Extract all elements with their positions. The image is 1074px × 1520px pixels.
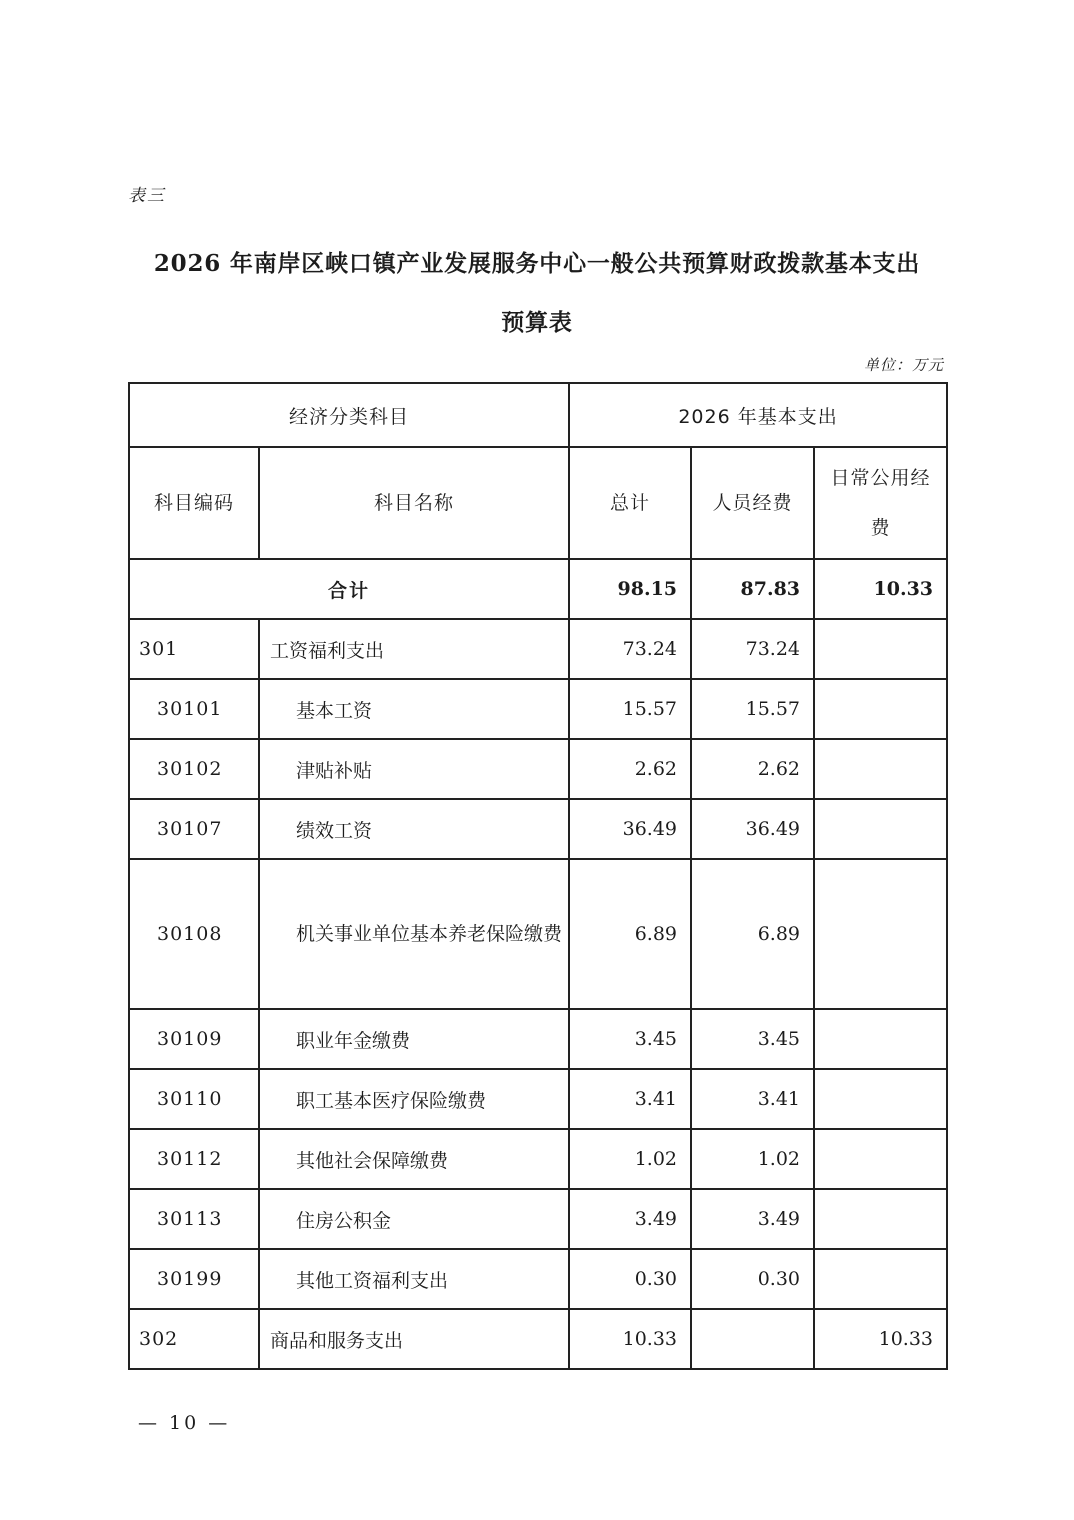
document-title xyxy=(128,234,946,352)
table-row xyxy=(129,859,947,1009)
name-cell: 基本工资 xyxy=(259,679,569,739)
code-cell: 30109 xyxy=(129,1009,259,1069)
daily-cell xyxy=(814,679,947,739)
personnel-cell: 3.41 xyxy=(691,1069,814,1129)
daily-cell xyxy=(814,799,947,859)
personnel-cell: 1.02 xyxy=(691,1129,814,1189)
code-cell: 302 xyxy=(129,1309,259,1369)
personnel-cell: 15.57 xyxy=(691,679,814,739)
personnel-cell: 6.89 xyxy=(691,859,814,1009)
table-row xyxy=(129,1129,947,1189)
header-col-name: 科目名称 xyxy=(259,447,569,559)
header-basic-expenditure-2026: 2026 年基本支出 xyxy=(569,383,947,447)
total-cell: 36.49 xyxy=(569,799,691,859)
page-content xyxy=(128,0,946,1434)
daily-cell xyxy=(814,1009,947,1069)
name-cell: 住房公积金 xyxy=(259,1189,569,1249)
document-title-line2: 预算表 xyxy=(501,309,573,336)
daily-cell xyxy=(814,1129,947,1189)
header-col-daily: 日常公用经费 xyxy=(814,447,947,559)
total-cell: 0.30 xyxy=(569,1249,691,1309)
code-cell: 30199 xyxy=(129,1249,259,1309)
code-cell: 30113 xyxy=(129,1189,259,1249)
personnel-cell xyxy=(691,1309,814,1369)
total-label-cell: 合计 xyxy=(129,559,569,619)
daily-cell xyxy=(814,739,947,799)
header-col-total: 总计 xyxy=(569,447,691,559)
table-row xyxy=(129,1069,947,1129)
table-row xyxy=(129,1249,947,1309)
name-cell: 其他社会保障缴费 xyxy=(259,1129,569,1189)
table-row xyxy=(129,739,947,799)
personnel-cell: 0.30 xyxy=(691,1249,814,1309)
table-header-columns-row xyxy=(129,447,947,559)
personnel-cell: 3.49 xyxy=(691,1189,814,1249)
table-header-group-row xyxy=(129,383,947,447)
name-cell: 职工基本医疗保险缴费 xyxy=(259,1069,569,1129)
personnel-cell: 73.24 xyxy=(691,619,814,679)
document-title-line1: 2026 年南岸区峡口镇产业发展服务中心一般公共预算财政拨款基本支出 xyxy=(153,250,921,277)
personnel-cell: 2.62 xyxy=(691,739,814,799)
unit-note: 单位：万元 xyxy=(863,356,944,374)
code-cell: 30108 xyxy=(129,859,259,1009)
total-personnel-cell: 87.83 xyxy=(691,559,814,619)
daily-cell xyxy=(814,1189,947,1249)
daily-cell xyxy=(814,1249,947,1309)
total-cell: 3.41 xyxy=(569,1069,691,1129)
code-cell: 301 xyxy=(129,619,259,679)
code-cell: 30112 xyxy=(129,1129,259,1189)
total-cell: 3.45 xyxy=(569,1009,691,1069)
table-row xyxy=(129,679,947,739)
total-cell: 15.57 xyxy=(569,679,691,739)
name-cell: 工资福利支出 xyxy=(259,619,569,679)
total-cell: 10.33 xyxy=(569,1309,691,1369)
table-row xyxy=(129,799,947,859)
daily-cell xyxy=(814,859,947,1009)
daily-cell xyxy=(814,1069,947,1129)
total-cell: 2.62 xyxy=(569,739,691,799)
code-cell: 30102 xyxy=(129,739,259,799)
table-row xyxy=(129,619,947,679)
name-cell: 绩效工资 xyxy=(259,799,569,859)
code-cell: 30107 xyxy=(129,799,259,859)
name-cell: 其他工资福利支出 xyxy=(259,1249,569,1309)
table-row xyxy=(129,1189,947,1249)
code-cell: 30101 xyxy=(129,679,259,739)
table-number-label: 表三 xyxy=(128,186,166,206)
header-col-code: 科目编码 xyxy=(129,447,259,559)
total-daily-cell: 10.33 xyxy=(814,559,947,619)
name-cell: 商品和服务支出 xyxy=(259,1309,569,1369)
total-cell: 73.24 xyxy=(569,619,691,679)
daily-cell: 10.33 xyxy=(814,1309,947,1369)
total-cell: 3.49 xyxy=(569,1189,691,1249)
personnel-cell: 3.45 xyxy=(691,1009,814,1069)
code-cell: 30110 xyxy=(129,1069,259,1129)
daily-cell xyxy=(814,619,947,679)
name-cell: 机关事业单位基本养老保险缴费 xyxy=(259,859,569,1009)
table-row xyxy=(129,1309,947,1369)
personnel-cell: 36.49 xyxy=(691,799,814,859)
total-total-cell: 98.15 xyxy=(569,559,691,619)
header-col-personnel: 人员经费 xyxy=(691,447,814,559)
total-cell: 6.89 xyxy=(569,859,691,1009)
budget-table xyxy=(128,382,948,1370)
page-number: — 10 — xyxy=(138,1412,231,1434)
total-cell: 1.02 xyxy=(569,1129,691,1189)
header-economic-classification: 经济分类科目 xyxy=(129,383,569,447)
table-total-row xyxy=(129,559,947,619)
table-row xyxy=(129,1009,947,1069)
name-cell: 职业年金缴费 xyxy=(259,1009,569,1069)
name-cell: 津贴补贴 xyxy=(259,739,569,799)
